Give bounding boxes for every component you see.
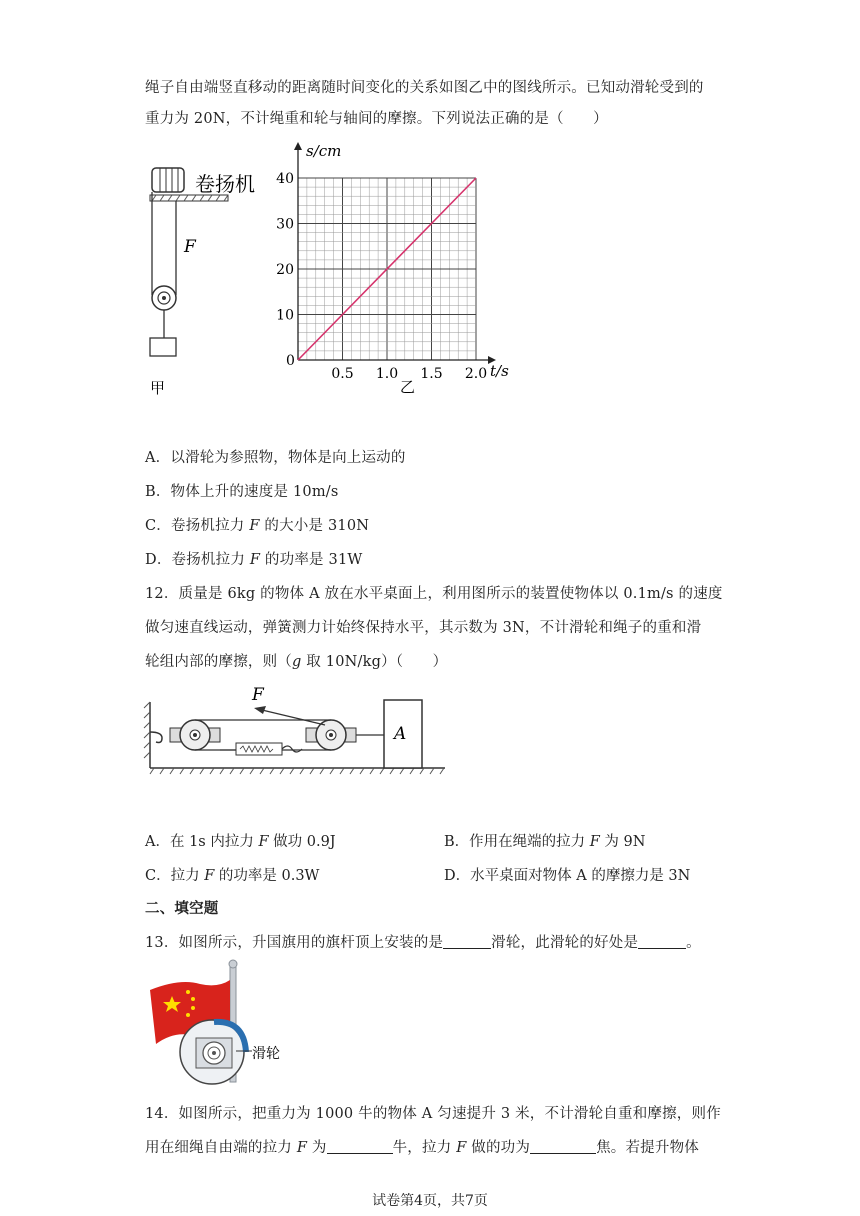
chart-axes: [294, 142, 496, 364]
y-tick-label: 20: [276, 262, 294, 278]
figure-jia-label: 甲: [150, 379, 166, 397]
q12-line-1: 12．质量是 6kg 的物体 A 放在水平桌面上，利用图所示的装置使物体以 0.1m/s 的速度: [145, 586, 723, 602]
s-t-chart: [276, 140, 520, 400]
x-tick-label: 2.0: [464, 366, 488, 382]
winch-label: 卷扬机: [195, 172, 255, 196]
q13-text: 13．如图所示，升国旗用的旗杆顶上安装的是 滑轮，此滑轮的好处是 。: [145, 935, 701, 951]
q14-line-2: 用在细绳自由端的拉力 F 为 牛，拉力 F 做的功为 焦。若提升物体: [145, 1140, 699, 1156]
y-tick-label: 40: [276, 171, 294, 187]
q12-option-c: C．拉力 F 的功率是 0.3W: [145, 868, 320, 884]
force-label: F: [184, 237, 196, 257]
winch-pulley-figure: [140, 160, 280, 400]
q12-option-b: B．作用在绳端的拉力 F 为 9N: [444, 834, 646, 850]
y-axis-arrow: [294, 142, 302, 150]
q12-option-a: A．在 1s 内拉力 F 做功 0.9J: [145, 834, 336, 850]
q12-line-3: 轮组内部的摩擦，则（g 取 10N/kg）（ ）: [145, 654, 448, 670]
q12-line-2: 做匀速直线运动，弹簧测力计始终保持水平，其示数为 3N，不计滑轮和绳子的重和滑: [145, 620, 702, 636]
pulley-spring-figure: [140, 680, 450, 780]
fixed-pulley-icon: [170, 720, 220, 750]
q12-option-d: D．水平桌面对物体 A 的摩擦力是 3N: [444, 868, 691, 884]
y-tick-label: 30: [276, 216, 294, 233]
flag-pulley-figure: [140, 960, 300, 1085]
pulley-icon: [196, 1038, 232, 1068]
origin-label: 0: [286, 353, 295, 369]
section-title: 二、填空题: [145, 901, 219, 917]
spring-scale-icon: [220, 743, 302, 755]
weight-block: [150, 338, 176, 356]
q11-option-d: D．卷扬机拉力 F 的功率是 31W: [145, 552, 363, 568]
x-tick-label: 1.0: [375, 366, 399, 382]
pulley-label: 滑轮: [252, 1046, 280, 1062]
x-tick-label: 0.5: [331, 366, 354, 382]
y-axis-label: s/cm: [306, 142, 342, 160]
figure-yi-label: 乙: [400, 378, 416, 396]
x-axis-label: t/s: [490, 362, 509, 380]
q13-blank-1[interactable]: [443, 934, 491, 949]
q12-force-label: F: [252, 685, 264, 705]
q11-option-b: B．物体上升的速度是 10m/s: [145, 484, 339, 500]
y-tick-label: 10: [276, 307, 294, 324]
movable-pulley-icon: [152, 286, 176, 310]
q13-blank-2[interactable]: [638, 934, 686, 949]
q14-blank-2[interactable]: [530, 1139, 596, 1154]
intro-line-1: 绳子自由端竖直移动的距离随时间变化的关系如图乙中的图线所示。已知动滑轮受到的: [145, 80, 704, 96]
winch-icon: [152, 168, 184, 192]
q11-option-a: A．以滑轮为参照物，物体是向上运动的: [145, 450, 406, 466]
intro-line-2: 重力为 20N，不计绳重和轮与轴间的摩擦。下列说法正确的是（ ）: [145, 111, 608, 127]
q14-blank-1[interactable]: [327, 1139, 393, 1154]
q14-line-1: 14．如图所示，把重力为 1000 牛的物体 A 匀速提升 3 米，不计滑轮自重和摩擦，则作: [145, 1106, 721, 1122]
block-a-label: A: [394, 724, 407, 744]
x-tick-label: 1.5: [420, 366, 443, 382]
movable-pulley-icon: [306, 720, 356, 750]
page-footer: 试卷第4页，共7页: [372, 1193, 488, 1209]
q11-option-c: C．卷扬机拉力 F 的大小是 310N: [145, 518, 370, 534]
